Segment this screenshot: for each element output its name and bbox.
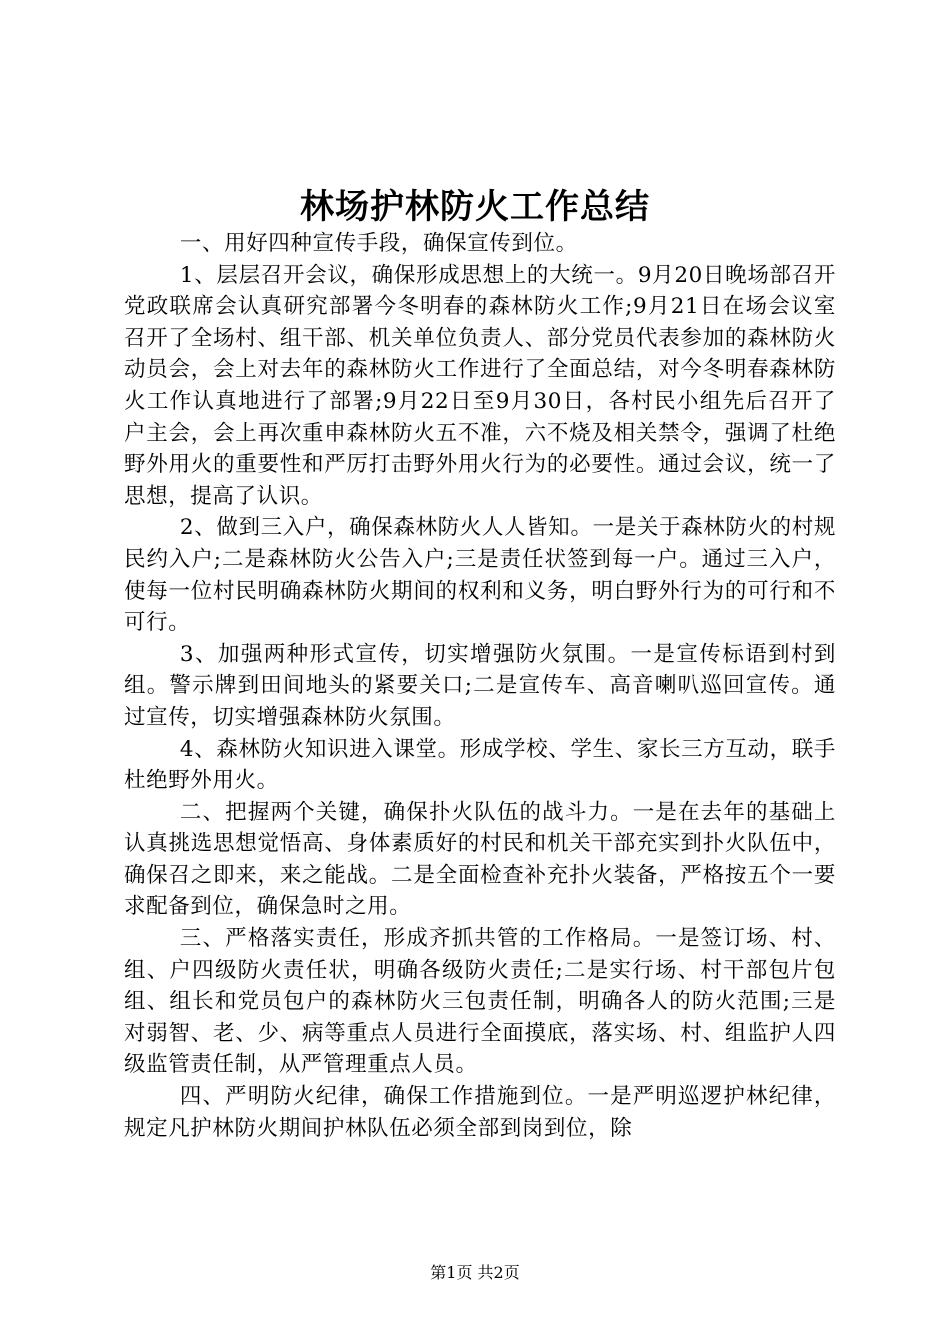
paragraph-two-forms-publicity: 3、加强两种形式宣传，切实增强防火氛围。一是宣传标语到村到组。警示牌到田间地头的紧要关口;二是宣传车、高音喇叭巡回宣传。通过宣传，切实增强森林防火氛围。 [124, 641, 836, 730]
section-heading-2: 二、把握两个关键，确保扑火队伍的战斗力。一是在去年的基础上认真挑选思想觉悟高、身体素质好的村民和机关干部充实到扑火队伍中，确保召之即来，来之能战。二是全面检查补充扑火装备，严格按五个一要求配备到位，确保急时之用。 [124, 799, 836, 920]
section-heading-3: 三、严格落实责任，形成齐抓共管的工作格局。一是签订场、村、组、户四级防火责任状，明确各级防火责任;二是实行场、村干部包片包组、组长和党员包户的森林防火三包责任制，明确各人的防火范围;三是对弱智、老、少、病等重点人员进行全面摸底，落实场、村、组监护人四级监管责任制，从严管理重点人员。 [124, 926, 836, 1078]
section-heading-4: 四、严明防火纪律，确保工作措施到位。一是严明巡逻护林纪律，规定凡护林防火期间护林队伍必须全部到岗到位，除 [124, 1084, 836, 1141]
section-heading-1: 一、用好四种宣传手段，确保宣传到位。 [179, 231, 578, 256]
paragraph-classroom: 4、森林防火知识进入课堂。形成学校、学生、家长三方互动，联手杜绝野外用火。 [124, 736, 836, 794]
document-body [124, 228, 836, 1144]
paragraph-meetings: 1、层层召开会议，确保形成思想上的大统一。9月20日晚场部召开党政联席会认真研究部署今冬明春的森林防火工作;9月21日在场会议室召开了全场村、组干部、机关单位负责人、部分党员代表参加的森林防火动员会，会上对去年的森林防火工作进行了全面总结，对今冬明春森林防火工作认真地进行了部署;9月22日至9月30日，各村民小组先后召开了户主会，会上再次重申森林防火五不准，六不烧及相关禁令，强调了杜绝野外用火的重要性和严厉打击野外用火行为的必要性。通过会议，统一了思想，提高了认识。 [124, 262, 836, 509]
document-title: 林场护林防火工作总结 [300, 187, 650, 227]
paragraph-three-households: 2、做到三入户，确保森林防火人人皆知。一是关于森林防火的村规民约入户;二是森林防火公告入户;三是责任状签到每一户。通过三入户，使每一位村民明确森林防火期间的权利和义务，明白野外行为的可行和不可行。 [124, 515, 836, 636]
page-footer: 第1页 共2页 [430, 1263, 520, 1282]
